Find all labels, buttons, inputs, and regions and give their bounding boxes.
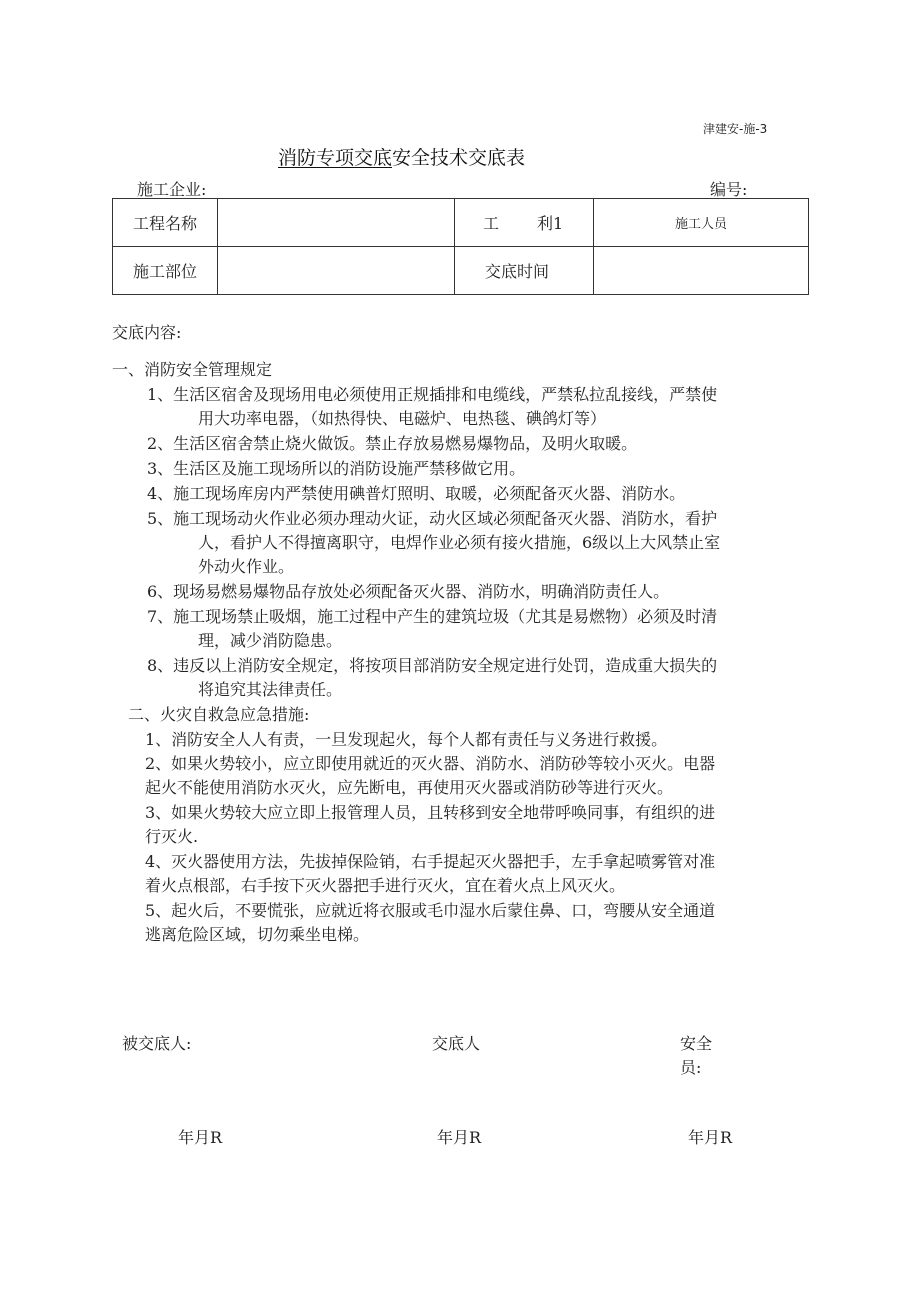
construction-staff-cell: 施工人员 — [594, 199, 809, 247]
list-item-line: 2、生活区宿舍禁止烧火做饭。禁止存放易燃易爆物品，及明火取暖。 — [147, 434, 638, 453]
receiver-signature-label: 被交底人: — [122, 1034, 192, 1053]
table-row — [113, 247, 809, 295]
list-item-line: 用大功率电器，（如热得快、电磁炉、电热毯、碘鸽灯等） — [198, 409, 607, 428]
list-item-line: 外动火作业。 — [198, 557, 295, 576]
project-field-label — [455, 199, 594, 247]
content-label: 交底内容: — [112, 323, 182, 342]
safety-officer-label-line1: 安全 — [680, 1034, 713, 1053]
serial-number-label: 编号: — [710, 180, 748, 199]
list-item-line: 4、施工现场库房内严禁使用碘普灯照明、取暖，必须配备灭火器、消防水。 — [147, 484, 686, 503]
project-field-label-a: 工 — [483, 214, 500, 233]
giver-date: 年月R — [437, 1128, 482, 1147]
table-row — [113, 199, 809, 247]
receiver-date: 年月R — [178, 1128, 223, 1147]
section1-heading: 一、消防安全管理规定 — [112, 360, 273, 379]
list-item-line: 3、生活区及施工现场所以的消防设施严禁移做它用。 — [147, 459, 526, 478]
list-item-line: 行灭火. — [145, 827, 199, 846]
list-item-line: 5、起火后，不要慌张，应就近将衣服或毛巾湿水后蒙住鼻、口，弯腰从安全通道 — [145, 901, 716, 920]
list-item-line: 4、灭火器使用方法，先拔掉保险销，右手提起灭火器把手，左手拿起喷雾管对准 — [145, 852, 716, 871]
giver-signature-label: 交底人 — [432, 1034, 481, 1053]
briefing-time-value — [594, 247, 809, 295]
list-item-line: 逃离危险区域，切勿乘坐电梯。 — [145, 925, 370, 944]
safety-officer-date: 年月R — [688, 1128, 733, 1147]
construction-part-label: 施工部位 — [113, 247, 218, 295]
project-name-value — [218, 199, 455, 247]
list-item-line: 着火点根部，右手按下灭火器把手进行灭火，宜在着火点上风灭火。 — [145, 876, 626, 895]
title-underlined-part: 消防专项交底 — [278, 147, 393, 169]
title-rest: 安全技术交底表 — [392, 147, 526, 169]
info-table — [112, 198, 809, 295]
project-name-label: 工程名称 — [113, 199, 218, 247]
construction-part-value — [218, 247, 455, 295]
list-item-line: 2、如果火势较小，应立即使用就近的灭火器、消防水、消防砂等较小灭火。电器 — [145, 754, 716, 773]
form-code: 津建安-施-3 — [703, 122, 768, 136]
list-item-line: 1、生活区宿舍及现场用电必须使用正规插排和电缆线，严禁私拉乱接线，严禁使 — [147, 385, 718, 404]
project-field-label-b: 利1 — [537, 214, 564, 233]
list-item-line: 5、施工现场动火作业必须办理动火证，动火区域必须配备灭火器、消防水，看护 — [147, 509, 718, 528]
section2-heading: 二、火灾自救急应急措施: — [128, 705, 310, 724]
list-item-line: 6、现场易燃易爆物品存放处必须配备灭火器、消防水，明确消防责任人。 — [147, 582, 670, 601]
briefing-time-label — [455, 247, 594, 295]
list-item-line: 将追究其法律责任。 — [198, 680, 343, 699]
briefing-time-text: 交底时间 — [485, 262, 550, 281]
list-item-line: 3、如果火势较大应立即上报管理人员，且转移到安全地带呼唤同事，有组织的进 — [145, 803, 716, 822]
safety-officer-label-line2: 员: — [680, 1058, 702, 1077]
page-title — [278, 143, 525, 170]
list-item-line: 人，看护人不得擅离职守，电焊作业必须有接火措施，6级以上大风禁止室 — [198, 533, 721, 552]
list-item-line: 1、消防安全人人有责，一旦发现起火，每个人都有责任与义务进行救援。 — [145, 730, 668, 749]
company-label: 施工企业: — [137, 180, 207, 199]
list-item-line: 7、施工现场禁止吸烟，施工过程中产生的建筑垃圾（尤其是易燃物）必须及时清 — [147, 607, 718, 626]
list-item-line: 起火不能使用消防水灭火，应先断电，再使用灭火器或消防砂等进行灭火。 — [145, 778, 674, 797]
list-item-line: 理，减少消防隐患。 — [198, 631, 343, 650]
list-item-line: 8、违反以上消防安全规定，将按项目部消防安全规定进行处罚，造成重大损失的 — [147, 656, 718, 675]
